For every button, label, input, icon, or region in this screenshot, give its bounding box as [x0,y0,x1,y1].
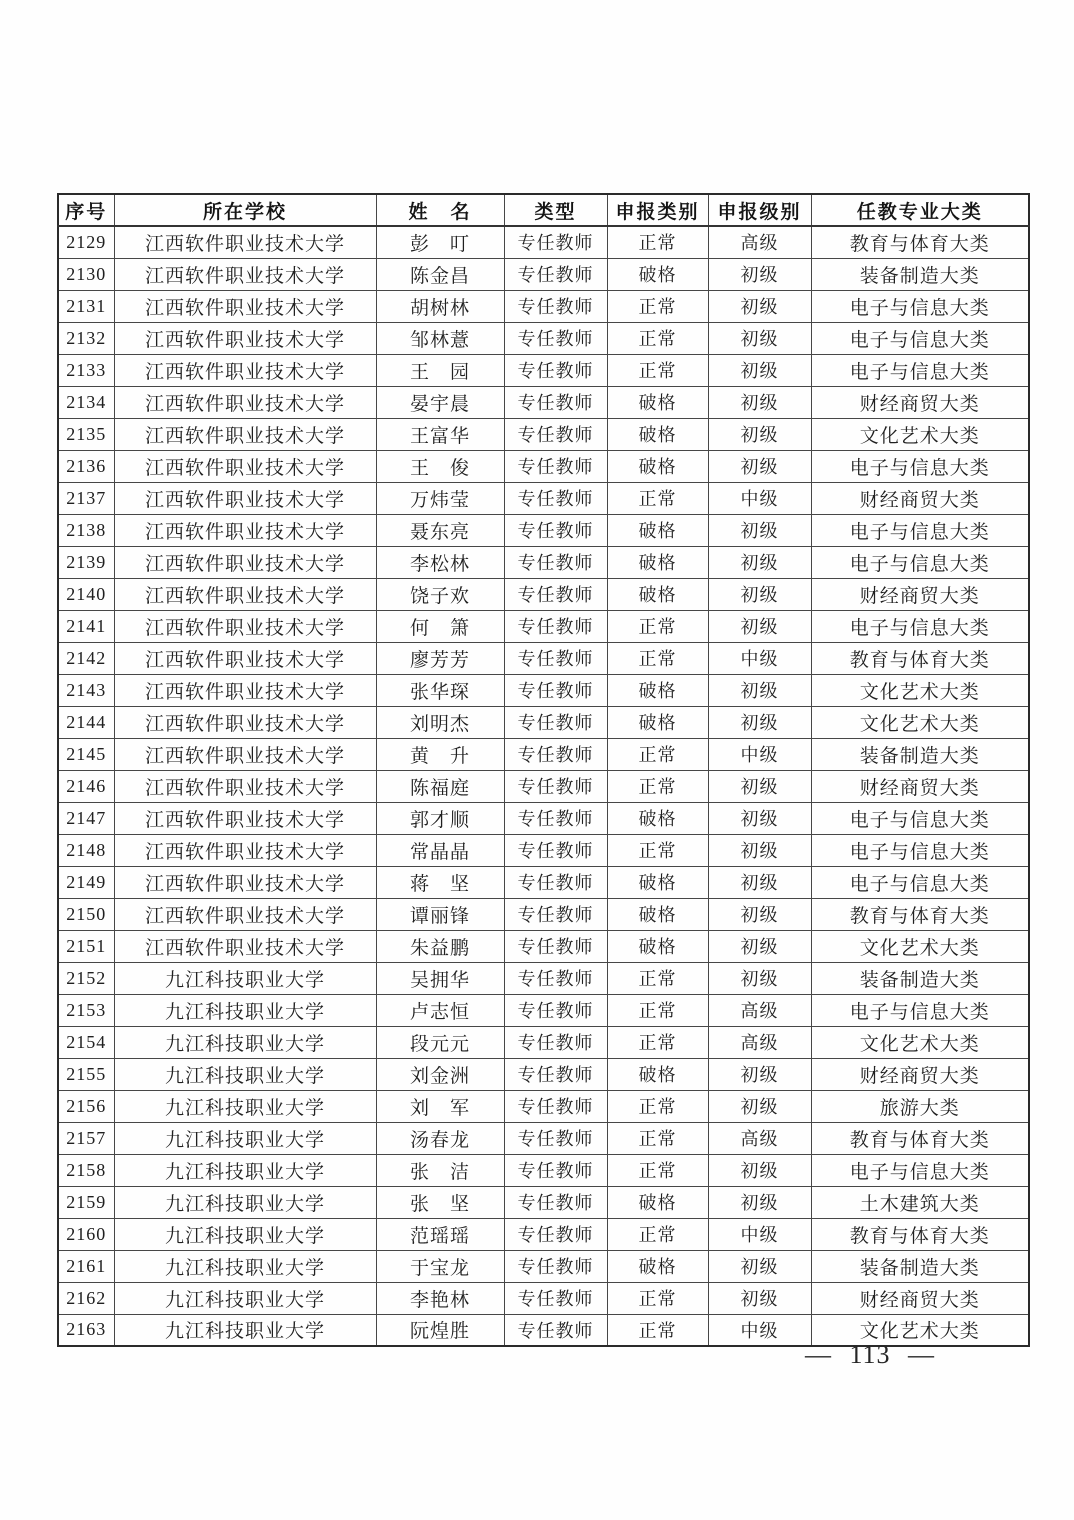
cell-apply-level: 高级 [708,226,811,258]
cell-school: 江西软件职业技术大学 [114,226,376,258]
cell-school: 江西软件职业技术大学 [114,290,376,322]
cell-school: 江西软件职业技术大学 [114,930,376,962]
table-header-row [58,194,1029,226]
cell-teaching-major: 电子与信息大类 [811,546,1029,578]
table-body [58,226,1029,1346]
cell-apply-category: 破格 [607,706,708,738]
cell-name: 晏宇晨 [376,386,504,418]
cell-school: 九江科技职业大学 [114,962,376,994]
cell-type: 专任教师 [504,962,607,994]
cell-teaching-major: 装备制造大类 [811,258,1029,290]
cell-school: 江西软件职业技术大学 [114,450,376,482]
cell-type: 专任教师 [504,1090,607,1122]
cell-apply-category: 正常 [607,1122,708,1154]
cell-serial: 2133 [58,354,114,386]
cell-name: 蒋 坚 [376,866,504,898]
cell-apply-category: 正常 [607,354,708,386]
cell-serial: 2134 [58,386,114,418]
cell-type: 专任教师 [504,1314,607,1346]
cell-school: 九江科技职业大学 [114,1314,376,1346]
cell-serial: 2139 [58,546,114,578]
table-row [58,290,1029,322]
cell-serial: 2140 [58,578,114,610]
cell-apply-category: 正常 [607,290,708,322]
table-row [58,706,1029,738]
cell-name: 卢志恒 [376,994,504,1026]
cell-type: 专任教师 [504,1250,607,1282]
cell-school: 九江科技职业大学 [114,1090,376,1122]
cell-serial: 2161 [58,1250,114,1282]
cell-apply-level: 初级 [708,546,811,578]
cell-serial: 2151 [58,930,114,962]
cell-type: 专任教师 [504,450,607,482]
cell-serial: 2131 [58,290,114,322]
cell-apply-level: 初级 [708,1154,811,1186]
cell-serial: 2152 [58,962,114,994]
cell-apply-level: 初级 [708,834,811,866]
cell-serial: 2162 [58,1282,114,1314]
cell-name: 万炜莹 [376,482,504,514]
cell-name: 李艳林 [376,1282,504,1314]
cell-type: 专任教师 [504,226,607,258]
cell-school: 江西软件职业技术大学 [114,322,376,354]
table-row [58,674,1029,706]
cell-teaching-major: 财经商贸大类 [811,482,1029,514]
table-row [58,1122,1029,1154]
cell-type: 专任教师 [504,1026,607,1058]
table-row [58,226,1029,258]
cell-serial: 2136 [58,450,114,482]
header-apply-level: 申报级别 [708,194,811,226]
cell-type: 专任教师 [504,994,607,1026]
cell-apply-level: 初级 [708,386,811,418]
table-row [58,770,1029,802]
table-row [58,514,1029,546]
cell-school: 江西软件职业技术大学 [114,642,376,674]
cell-apply-level: 初级 [708,514,811,546]
cell-teaching-major: 土木建筑大类 [811,1186,1029,1218]
cell-school: 九江科技职业大学 [114,1186,376,1218]
cell-serial: 2160 [58,1218,114,1250]
table-row [58,546,1029,578]
cell-school: 江西软件职业技术大学 [114,706,376,738]
cell-apply-level: 初级 [708,578,811,610]
cell-school: 江西软件职业技术大学 [114,418,376,450]
cell-name: 阮煌胜 [376,1314,504,1346]
cell-apply-level: 初级 [708,610,811,642]
cell-school: 江西软件职业技术大学 [114,674,376,706]
cell-type: 专任教师 [504,706,607,738]
cell-name: 胡树林 [376,290,504,322]
cell-school: 江西软件职业技术大学 [114,738,376,770]
cell-serial: 2163 [58,1314,114,1346]
table-row [58,1218,1029,1250]
cell-type: 专任教师 [504,1282,607,1314]
table-row [58,834,1029,866]
cell-serial: 2147 [58,802,114,834]
cell-serial: 2138 [58,514,114,546]
cell-teaching-major: 文化艺术大类 [811,930,1029,962]
cell-teaching-major: 财经商贸大类 [811,578,1029,610]
cell-apply-level: 初级 [708,802,811,834]
cell-apply-category: 正常 [607,322,708,354]
cell-type: 专任教师 [504,930,607,962]
cell-teaching-major: 电子与信息大类 [811,1154,1029,1186]
table-row [58,1154,1029,1186]
cell-apply-category: 破格 [607,1250,708,1282]
cell-type: 专任教师 [504,834,607,866]
cell-type: 专任教师 [504,290,607,322]
cell-serial: 2155 [58,1058,114,1090]
cell-school: 江西软件职业技术大学 [114,610,376,642]
cell-teaching-major: 电子与信息大类 [811,866,1029,898]
cell-apply-category: 正常 [607,1314,708,1346]
cell-serial: 2129 [58,226,114,258]
cell-name: 李松林 [376,546,504,578]
cell-apply-category: 破格 [607,578,708,610]
cell-apply-category: 正常 [607,1090,708,1122]
cell-name: 段元元 [376,1026,504,1058]
cell-name: 张华琛 [376,674,504,706]
cell-apply-level: 初级 [708,354,811,386]
cell-school: 江西软件职业技术大学 [114,514,376,546]
cell-school: 江西软件职业技术大学 [114,546,376,578]
cell-type: 专任教师 [504,482,607,514]
cell-serial: 2156 [58,1090,114,1122]
cell-teaching-major: 电子与信息大类 [811,322,1029,354]
header-type: 类型 [504,194,607,226]
header-serial: 序号 [58,194,114,226]
cell-name: 陈福庭 [376,770,504,802]
cell-teaching-major: 电子与信息大类 [811,354,1029,386]
header-school: 所在学校 [114,194,376,226]
table-row [58,1250,1029,1282]
cell-apply-level: 初级 [708,1090,811,1122]
cell-name: 朱益鹏 [376,930,504,962]
cell-name: 常晶晶 [376,834,504,866]
cell-name: 彭 叮 [376,226,504,258]
cell-apply-level: 初级 [708,706,811,738]
table-row [58,930,1029,962]
cell-teaching-major: 文化艺术大类 [811,1026,1029,1058]
cell-teaching-major: 财经商贸大类 [811,1282,1029,1314]
cell-school: 九江科技职业大学 [114,1154,376,1186]
table-row [58,1090,1029,1122]
cell-type: 专任教师 [504,610,607,642]
table-row [58,578,1029,610]
cell-type: 专任教师 [504,898,607,930]
cell-apply-level: 初级 [708,1186,811,1218]
cell-serial: 2145 [58,738,114,770]
cell-serial: 2153 [58,994,114,1026]
cell-name: 谭丽锋 [376,898,504,930]
cell-name: 何 箫 [376,610,504,642]
cell-teaching-major: 文化艺术大类 [811,674,1029,706]
cell-serial: 2142 [58,642,114,674]
cell-teaching-major: 教育与体育大类 [811,642,1029,674]
table-row [58,322,1029,354]
cell-apply-level: 初级 [708,418,811,450]
cell-serial: 2157 [58,1122,114,1154]
cell-apply-category: 正常 [607,1282,708,1314]
cell-type: 专任教师 [504,674,607,706]
cell-apply-level: 初级 [708,258,811,290]
cell-serial: 2146 [58,770,114,802]
cell-apply-category: 正常 [607,1154,708,1186]
table-row [58,610,1029,642]
cell-name: 聂东亮 [376,514,504,546]
cell-apply-category: 破格 [607,386,708,418]
cell-teaching-major: 教育与体育大类 [811,898,1029,930]
cell-school: 江西软件职业技术大学 [114,770,376,802]
cell-teaching-major: 财经商贸大类 [811,770,1029,802]
cell-type: 专任教师 [504,1154,607,1186]
cell-serial: 2132 [58,322,114,354]
table-row [58,450,1029,482]
cell-apply-category: 破格 [607,1058,708,1090]
cell-apply-category: 破格 [607,1186,708,1218]
cell-name: 廖芳芳 [376,642,504,674]
table-row [58,1186,1029,1218]
cell-apply-level: 初级 [708,866,811,898]
cell-type: 专任教师 [504,386,607,418]
cell-school: 九江科技职业大学 [114,1026,376,1058]
cell-type: 专任教师 [504,1058,607,1090]
cell-apply-category: 正常 [607,1218,708,1250]
header-teaching-major: 任教专业大类 [811,194,1029,226]
cell-school: 九江科技职业大学 [114,1282,376,1314]
cell-teaching-major: 教育与体育大类 [811,226,1029,258]
cell-apply-category: 正常 [607,962,708,994]
table-row [58,802,1029,834]
cell-apply-category: 破格 [607,418,708,450]
cell-serial: 2141 [58,610,114,642]
header-name: 姓 名 [376,194,504,226]
cell-serial: 2158 [58,1154,114,1186]
cell-apply-category: 破格 [607,802,708,834]
cell-apply-level: 初级 [708,1058,811,1090]
cell-name: 张 坚 [376,1186,504,1218]
cell-teaching-major: 电子与信息大类 [811,610,1029,642]
cell-serial: 2135 [58,418,114,450]
cell-type: 专任教师 [504,642,607,674]
cell-apply-level: 初级 [708,322,811,354]
cell-name: 张 洁 [376,1154,504,1186]
cell-name: 饶子欢 [376,578,504,610]
cell-teaching-major: 电子与信息大类 [811,290,1029,322]
cell-name: 刘 军 [376,1090,504,1122]
cell-apply-category: 破格 [607,930,708,962]
cell-school: 江西软件职业技术大学 [114,386,376,418]
cell-apply-level: 初级 [708,1250,811,1282]
cell-apply-level: 中级 [708,642,811,674]
cell-serial: 2149 [58,866,114,898]
cell-apply-category: 正常 [607,994,708,1026]
cell-type: 专任教师 [504,418,607,450]
cell-school: 九江科技职业大学 [114,1058,376,1090]
cell-school: 江西软件职业技术大学 [114,834,376,866]
table-row [58,1026,1029,1058]
cell-teaching-major: 装备制造大类 [811,738,1029,770]
cell-apply-level: 初级 [708,898,811,930]
cell-teaching-major: 装备制造大类 [811,962,1029,994]
cell-teaching-major: 财经商贸大类 [811,1058,1029,1090]
cell-apply-category: 破格 [607,514,708,546]
cell-apply-category: 破格 [607,546,708,578]
cell-apply-level: 高级 [708,1026,811,1058]
cell-apply-level: 初级 [708,770,811,802]
cell-school: 九江科技职业大学 [114,1218,376,1250]
cell-teaching-major: 财经商贸大类 [811,386,1029,418]
page-number: — 113 — [804,1340,936,1369]
cell-teaching-major: 文化艺术大类 [811,706,1029,738]
cell-type: 专任教师 [504,258,607,290]
cell-name: 于宝龙 [376,1250,504,1282]
cell-type: 专任教师 [504,866,607,898]
cell-name: 王 俊 [376,450,504,482]
header-apply-category: 申报类别 [607,194,708,226]
cell-apply-category: 破格 [607,898,708,930]
cell-name: 范瑶瑶 [376,1218,504,1250]
cell-school: 江西软件职业技术大学 [114,354,376,386]
cell-type: 专任教师 [504,322,607,354]
cell-type: 专任教师 [504,802,607,834]
cell-apply-level: 高级 [708,1122,811,1154]
cell-name: 王富华 [376,418,504,450]
cell-apply-category: 正常 [607,1026,708,1058]
cell-type: 专任教师 [504,354,607,386]
cell-serial: 2144 [58,706,114,738]
cell-teaching-major: 电子与信息大类 [811,514,1029,546]
table-row [58,898,1029,930]
cell-apply-level: 初级 [708,930,811,962]
cell-school: 江西软件职业技术大学 [114,258,376,290]
cell-name: 黄 升 [376,738,504,770]
cell-type: 专任教师 [504,1122,607,1154]
table-row [58,1282,1029,1314]
cell-apply-category: 破格 [607,258,708,290]
cell-serial: 2148 [58,834,114,866]
cell-name: 郭才顺 [376,802,504,834]
cell-apply-category: 正常 [607,610,708,642]
cell-apply-category: 破格 [607,450,708,482]
cell-name: 邹林薏 [376,322,504,354]
cell-name: 刘金洲 [376,1058,504,1090]
cell-school: 九江科技职业大学 [114,1250,376,1282]
cell-apply-level: 初级 [708,674,811,706]
cell-teaching-major: 旅游大类 [811,1090,1029,1122]
teacher-roster-table [57,193,1030,1347]
cell-school: 江西软件职业技术大学 [114,482,376,514]
table-row [58,642,1029,674]
cell-apply-category: 正常 [607,482,708,514]
cell-teaching-major: 电子与信息大类 [811,450,1029,482]
cell-apply-level: 中级 [708,1218,811,1250]
table-row [58,994,1029,1026]
cell-name: 汤春龙 [376,1122,504,1154]
cell-school: 江西软件职业技术大学 [114,898,376,930]
cell-teaching-major: 文化艺术大类 [811,418,1029,450]
cell-apply-level: 高级 [708,994,811,1026]
cell-apply-level: 初级 [708,962,811,994]
cell-teaching-major: 装备制造大类 [811,1250,1029,1282]
cell-type: 专任教师 [504,578,607,610]
cell-school: 九江科技职业大学 [114,994,376,1026]
cell-school: 江西软件职业技术大学 [114,578,376,610]
cell-apply-category: 正常 [607,642,708,674]
table-row [58,1058,1029,1090]
cell-apply-level: 初级 [708,1282,811,1314]
cell-serial: 2130 [58,258,114,290]
cell-type: 专任教师 [504,1186,607,1218]
cell-apply-category: 破格 [607,866,708,898]
cell-name: 陈金昌 [376,258,504,290]
cell-teaching-major: 教育与体育大类 [811,1218,1029,1250]
cell-type: 专任教师 [504,770,607,802]
cell-teaching-major: 文化艺术大类 [811,1314,1029,1346]
table-row [58,258,1029,290]
table-row [58,962,1029,994]
cell-type: 专任教师 [504,514,607,546]
cell-serial: 2159 [58,1186,114,1218]
table-row [58,354,1029,386]
cell-apply-category: 正常 [607,226,708,258]
table-row [58,866,1029,898]
cell-type: 专任教师 [504,738,607,770]
cell-serial: 2143 [58,674,114,706]
cell-apply-category: 破格 [607,674,708,706]
cell-serial: 2150 [58,898,114,930]
cell-apply-category: 正常 [607,738,708,770]
cell-name: 王 园 [376,354,504,386]
cell-apply-category: 正常 [607,770,708,802]
cell-teaching-major: 电子与信息大类 [811,802,1029,834]
cell-school: 江西软件职业技术大学 [114,802,376,834]
cell-apply-level: 初级 [708,290,811,322]
cell-apply-level: 初级 [708,450,811,482]
cell-name: 刘明杰 [376,706,504,738]
cell-serial: 2154 [58,1026,114,1058]
cell-type: 专任教师 [504,1218,607,1250]
cell-school: 江西软件职业技术大学 [114,866,376,898]
cell-teaching-major: 电子与信息大类 [811,994,1029,1026]
cell-apply-level: 中级 [708,738,811,770]
table-row [58,738,1029,770]
cell-name: 吴拥华 [376,962,504,994]
cell-teaching-major: 教育与体育大类 [811,1122,1029,1154]
cell-teaching-major: 电子与信息大类 [811,834,1029,866]
cell-type: 专任教师 [504,546,607,578]
table-row [58,482,1029,514]
table-row [58,386,1029,418]
cell-apply-category: 正常 [607,834,708,866]
cell-apply-level: 中级 [708,482,811,514]
cell-school: 九江科技职业大学 [114,1122,376,1154]
table-row [58,418,1029,450]
cell-apply-level: 中级 [708,1314,811,1346]
cell-serial: 2137 [58,482,114,514]
